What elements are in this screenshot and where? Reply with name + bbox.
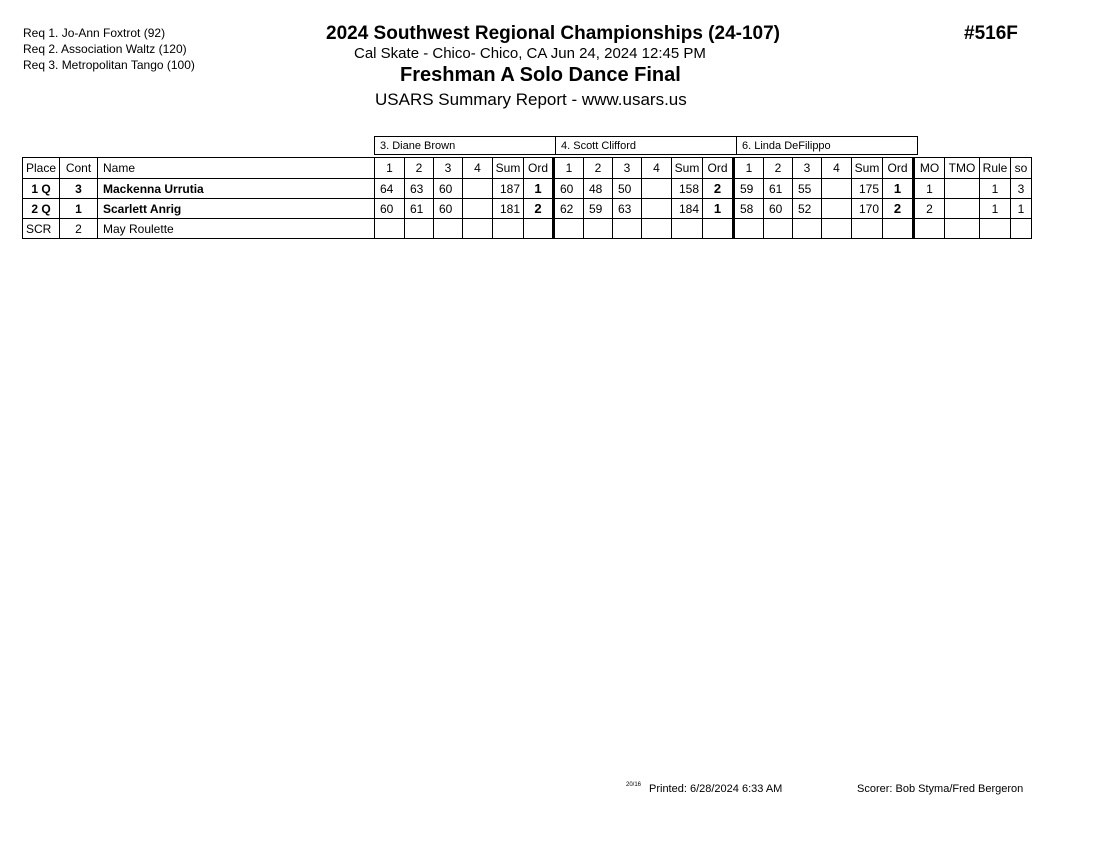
score-cell bbox=[642, 219, 672, 239]
place-cell: SCR bbox=[23, 219, 60, 239]
judges-header bbox=[374, 136, 918, 155]
col-cont: Cont bbox=[60, 158, 98, 179]
sum-cell: 181 bbox=[493, 199, 524, 219]
place-cell: 1 Q bbox=[23, 179, 60, 199]
score-cell bbox=[463, 219, 493, 239]
table-row bbox=[23, 199, 1032, 219]
score-cell bbox=[764, 219, 793, 239]
sum-cell: 187 bbox=[493, 179, 524, 199]
sum-cell bbox=[852, 219, 883, 239]
col-j2-2: 2 bbox=[584, 158, 613, 179]
col-j3-1: 1 bbox=[734, 158, 764, 179]
skater-name: Scarlett Anrig bbox=[98, 199, 375, 219]
score-cell: 61 bbox=[764, 179, 793, 199]
score-cell: 50 bbox=[613, 179, 642, 199]
skater-name: May Roulette bbox=[98, 219, 375, 239]
col-j1-3: 3 bbox=[434, 158, 463, 179]
form-code: 20/16 bbox=[626, 782, 642, 788]
sum-cell: 175 bbox=[852, 179, 883, 199]
score-cell: 59 bbox=[584, 199, 613, 219]
results-table bbox=[22, 157, 1032, 239]
col-j3-3: 3 bbox=[793, 158, 822, 179]
col-j2-4: 4 bbox=[642, 158, 672, 179]
sum-cell: 184 bbox=[672, 199, 703, 219]
score-cell: 60 bbox=[375, 199, 405, 219]
score-cell: 64 bbox=[375, 179, 405, 199]
col-j1-4: 4 bbox=[463, 158, 493, 179]
so-cell: 3 bbox=[1011, 179, 1032, 199]
score-cell: 48 bbox=[584, 179, 613, 199]
col-j2-sum: Sum bbox=[672, 158, 703, 179]
col-j3-4: 4 bbox=[822, 158, 852, 179]
col-j2-3: 3 bbox=[613, 158, 642, 179]
requirement-3: Req 3. Metropolitan Tango (100) bbox=[23, 58, 195, 72]
report-title: USARS Summary Report - www.usars.us bbox=[375, 90, 687, 109]
sum-cell: 158 bbox=[672, 179, 703, 199]
event-title: Freshman A Solo Dance Final bbox=[400, 64, 681, 86]
judge-1: 3. Diane Brown bbox=[375, 137, 556, 155]
score-cell: 63 bbox=[613, 199, 642, 219]
table-row bbox=[23, 179, 1032, 199]
competition-title: 2024 Southwest Regional Championships (24-107) bbox=[326, 23, 780, 44]
sum-cell bbox=[672, 219, 703, 239]
requirement-2: Req 2. Association Waltz (120) bbox=[23, 42, 187, 56]
score-cell bbox=[463, 179, 493, 199]
place-cell: 2 Q bbox=[23, 199, 60, 219]
col-tmo: TMO bbox=[945, 158, 980, 179]
mo-cell: 2 bbox=[914, 199, 945, 219]
score-cell bbox=[642, 179, 672, 199]
score-cell bbox=[584, 219, 613, 239]
score-cell bbox=[613, 219, 642, 239]
printed-timestamp: Printed: 6/28/2024 6:33 AM bbox=[649, 783, 783, 795]
col-j1-sum: Sum bbox=[493, 158, 524, 179]
ord-cell: 1 bbox=[703, 199, 734, 219]
col-j2-ord: Ord bbox=[703, 158, 734, 179]
judge-3: 6. Linda DeFilippo bbox=[737, 137, 918, 155]
score-cell: 60 bbox=[554, 179, 584, 199]
rule-cell: 1 bbox=[980, 179, 1011, 199]
score-cell bbox=[822, 219, 852, 239]
col-j3-ord: Ord bbox=[883, 158, 914, 179]
score-cell: 58 bbox=[734, 199, 764, 219]
judge-2: 4. Scott Clifford bbox=[556, 137, 737, 155]
score-cell: 60 bbox=[434, 199, 463, 219]
score-cell bbox=[463, 199, 493, 219]
sum-cell: 170 bbox=[852, 199, 883, 219]
col-j1-ord: Ord bbox=[524, 158, 554, 179]
cont-cell: 1 bbox=[60, 199, 98, 219]
ord-cell bbox=[883, 219, 914, 239]
col-j3-2: 2 bbox=[764, 158, 793, 179]
rule-cell: 1 bbox=[980, 199, 1011, 219]
score-cell: 52 bbox=[793, 199, 822, 219]
score-cell: 55 bbox=[793, 179, 822, 199]
col-so: so bbox=[1011, 158, 1032, 179]
tmo-cell bbox=[945, 199, 980, 219]
score-cell bbox=[793, 219, 822, 239]
cont-cell: 3 bbox=[60, 179, 98, 199]
scorer-credit: Scorer: Bob Styma/Fred Bergeron bbox=[857, 783, 1024, 795]
so-cell: 1 bbox=[1011, 199, 1032, 219]
skater-name: Mackenna Urrutia bbox=[98, 179, 375, 199]
score-cell bbox=[554, 219, 584, 239]
sum-cell bbox=[493, 219, 524, 239]
score-cell: 60 bbox=[764, 199, 793, 219]
header-row bbox=[23, 158, 1032, 179]
col-j3-sum: Sum bbox=[852, 158, 883, 179]
so-cell bbox=[1011, 219, 1032, 239]
mo-cell: 1 bbox=[914, 179, 945, 199]
tmo-cell bbox=[945, 179, 980, 199]
score-cell: 59 bbox=[734, 179, 764, 199]
ord-cell: 1 bbox=[524, 179, 554, 199]
col-j1-1: 1 bbox=[375, 158, 405, 179]
col-name: Name bbox=[98, 158, 375, 179]
tmo-cell bbox=[945, 219, 980, 239]
mo-cell bbox=[914, 219, 945, 239]
ord-cell: 2 bbox=[883, 199, 914, 219]
col-place: Place bbox=[23, 158, 60, 179]
ord-cell bbox=[524, 219, 554, 239]
rule-cell bbox=[980, 219, 1011, 239]
ord-cell: 2 bbox=[703, 179, 734, 199]
score-cell bbox=[642, 199, 672, 219]
col-rule: Rule bbox=[980, 158, 1011, 179]
score-cell bbox=[822, 199, 852, 219]
score-cell bbox=[734, 219, 764, 239]
table-row bbox=[23, 219, 1032, 239]
cont-cell: 2 bbox=[60, 219, 98, 239]
venue-date: Cal Skate - Chico- Chico, CA Jun 24, 2024 12:45 PM bbox=[354, 45, 706, 62]
score-cell: 62 bbox=[554, 199, 584, 219]
ord-cell: 1 bbox=[883, 179, 914, 199]
score-cell: 63 bbox=[405, 179, 434, 199]
requirement-1: Req 1. Jo-Ann Foxtrot (92) bbox=[23, 26, 166, 40]
event-number: #516F bbox=[964, 23, 1018, 44]
col-mo: MO bbox=[914, 158, 945, 179]
ord-cell bbox=[703, 219, 734, 239]
col-j2-1: 1 bbox=[554, 158, 584, 179]
col-j1-2: 2 bbox=[405, 158, 434, 179]
score-cell bbox=[822, 179, 852, 199]
score-cell bbox=[405, 219, 434, 239]
ord-cell: 2 bbox=[524, 199, 554, 219]
score-cell: 60 bbox=[434, 179, 463, 199]
score-cell bbox=[434, 219, 463, 239]
score-cell bbox=[375, 219, 405, 239]
score-cell: 61 bbox=[405, 199, 434, 219]
